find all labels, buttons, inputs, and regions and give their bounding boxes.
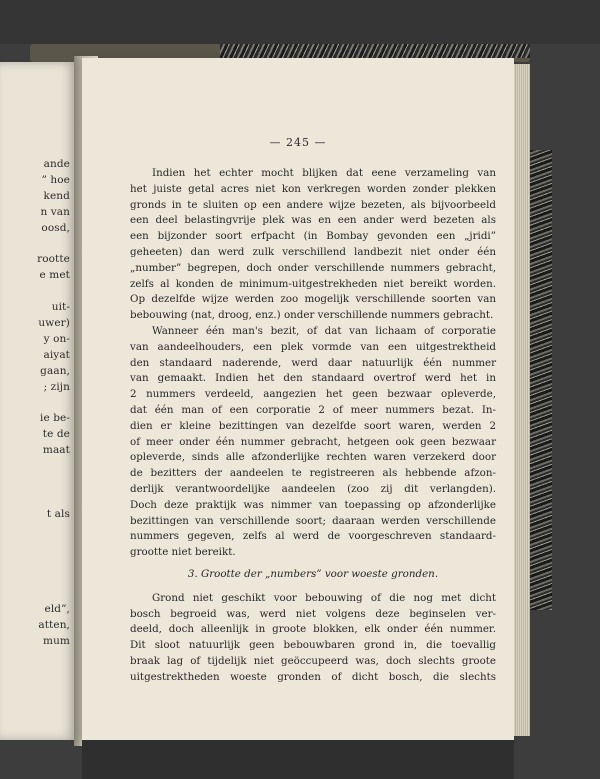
left-page-fragment: aiyat xyxy=(43,348,70,361)
text-line: van gemaakt. Indien het den standaard overtrof werd het in xyxy=(130,372,496,385)
text-line: een bijzonder soort erfpacht (in Bombay gevonden een „jridi” xyxy=(130,230,496,243)
text-line: Doch deze praktijk was nimmer van toepassing op afzonderlijke xyxy=(130,498,496,511)
text-line: bebouwing (nat, droog, enz.) onder verschillende nummers gebracht. xyxy=(130,309,494,322)
marbled-cover-right xyxy=(528,150,552,610)
text-line: „number” begrepen, doch onder verschillende nummers gebracht, xyxy=(130,261,496,274)
left-page-fragment: kend xyxy=(43,189,70,202)
left-page-fragment: y on- xyxy=(43,332,70,345)
left-page-fragment: ande xyxy=(43,158,70,170)
left-page xyxy=(0,62,76,740)
page-stack-edge xyxy=(512,64,530,736)
left-page-fragment: atten, xyxy=(38,619,70,632)
left-page-fragment: t als xyxy=(46,507,70,520)
page-bottom-shadow xyxy=(82,740,514,779)
left-page-fragment: ie be- xyxy=(40,412,70,425)
left-page-fragment: oosd, xyxy=(41,221,70,234)
text-line: nummers gegeven, zelfs al werd de voorgeschreven standaard- xyxy=(130,530,496,543)
text-line: Op dezelfde wijze werden zoo mogelijk verschillende soorten van xyxy=(130,293,496,306)
text-line: uitgestrektheden woeste gronden of dicht bosch, die slechts xyxy=(130,670,496,683)
text-line: 2 nummers verdeeld, aangezien het geen bezwaar opleverde, xyxy=(130,388,496,401)
text-line: derlijk verantwoordelijke aandeelen (zoo zij dit verlangden). xyxy=(130,482,496,495)
text-line: opleverde, sinds alle afzonderlijke rechten waren verzekerd door xyxy=(130,451,496,464)
marbled-edge-top xyxy=(220,44,530,58)
text-line: de bezitters der aandeelen te registreeren als hebbende afzon- xyxy=(130,467,496,480)
book-cover-top xyxy=(0,0,600,44)
text-line: gronds in te sluiten op een andere wijze bezeten, als bijvoorbeeld xyxy=(130,198,496,211)
text-line: of meer onder één nummer gebracht, hetgeen ook geen bezwaar xyxy=(130,435,496,448)
text-line: Indien het echter mocht blijken dat eene verzameling van xyxy=(152,167,496,179)
text-line: geheeten) dan werd zulk verschillend landbezit niet onder één xyxy=(130,245,496,258)
right-page xyxy=(82,58,514,742)
text-line: Dit sloot natuurlijk geen bebouwbaren grond in, die toevallig xyxy=(130,639,496,652)
page-number: — 245 — xyxy=(269,136,327,149)
left-page-fragment: rootte xyxy=(37,253,70,266)
section-heading: 3. Grootte der „numbers” voor woeste gronden. xyxy=(187,567,439,580)
left-page-fragment: n van xyxy=(40,205,70,218)
text-line: een deel belastingvrije plek was en een ander werd bezeten als xyxy=(130,214,496,227)
left-page-fragment: ; zijn xyxy=(43,380,70,393)
left-page-fragment: e met xyxy=(39,269,70,282)
text-line: dat één man of een corporatie 2 of meer nummers bezat. In- xyxy=(130,403,496,416)
text-line: zelfs al konden de minimum-uitgestrekheden niet bereikt worden. xyxy=(130,277,496,290)
text-line: Wanneer één man's bezit, of dat van lichaam of corporatie xyxy=(152,324,496,337)
left-page-fragment: uwer) xyxy=(38,317,70,329)
left-page-fragment: maat xyxy=(42,444,70,457)
left-page-fragment: te de xyxy=(42,428,70,441)
left-page-fragment: uit- xyxy=(51,301,70,314)
body-text xyxy=(130,166,496,686)
left-page-fragment: gaan, xyxy=(40,364,70,377)
left-page-fragment: mum xyxy=(43,635,70,647)
text-line: deeld, doch alleenlijk in groote blokken, elk onder één nummer. xyxy=(130,623,496,636)
text-line: het juiste getal acres niet kon verkregen worden zonder plekken xyxy=(130,182,496,195)
text-line: Grond niet geschikt voor bebouwing of die nog met dicht xyxy=(152,591,496,604)
text-line: bosch begroeid was, werd niet volgens deze beginselen ver- xyxy=(130,607,496,620)
text-line: dien er kleine bezittingen van dezelfde soort waren, werden 2 xyxy=(130,419,496,432)
text-line: braak lag of tijdelijk niet geöccupeerd was, doch slechts groote xyxy=(130,654,496,667)
text-line: den standaard naderende, werd daar natuurlijk één nummer xyxy=(130,356,496,369)
left-page-fragment: eld”, xyxy=(44,603,70,616)
text-line: bezittingen van verschillende soort; daaraan werden verschillende xyxy=(130,514,496,527)
text-line: grootte niet bereikt. xyxy=(130,546,236,559)
text-line: van aandeelhouders, een plek vormde van een uitgestrektheid xyxy=(130,340,496,353)
left-page-fragment: ” hoe xyxy=(41,173,70,186)
